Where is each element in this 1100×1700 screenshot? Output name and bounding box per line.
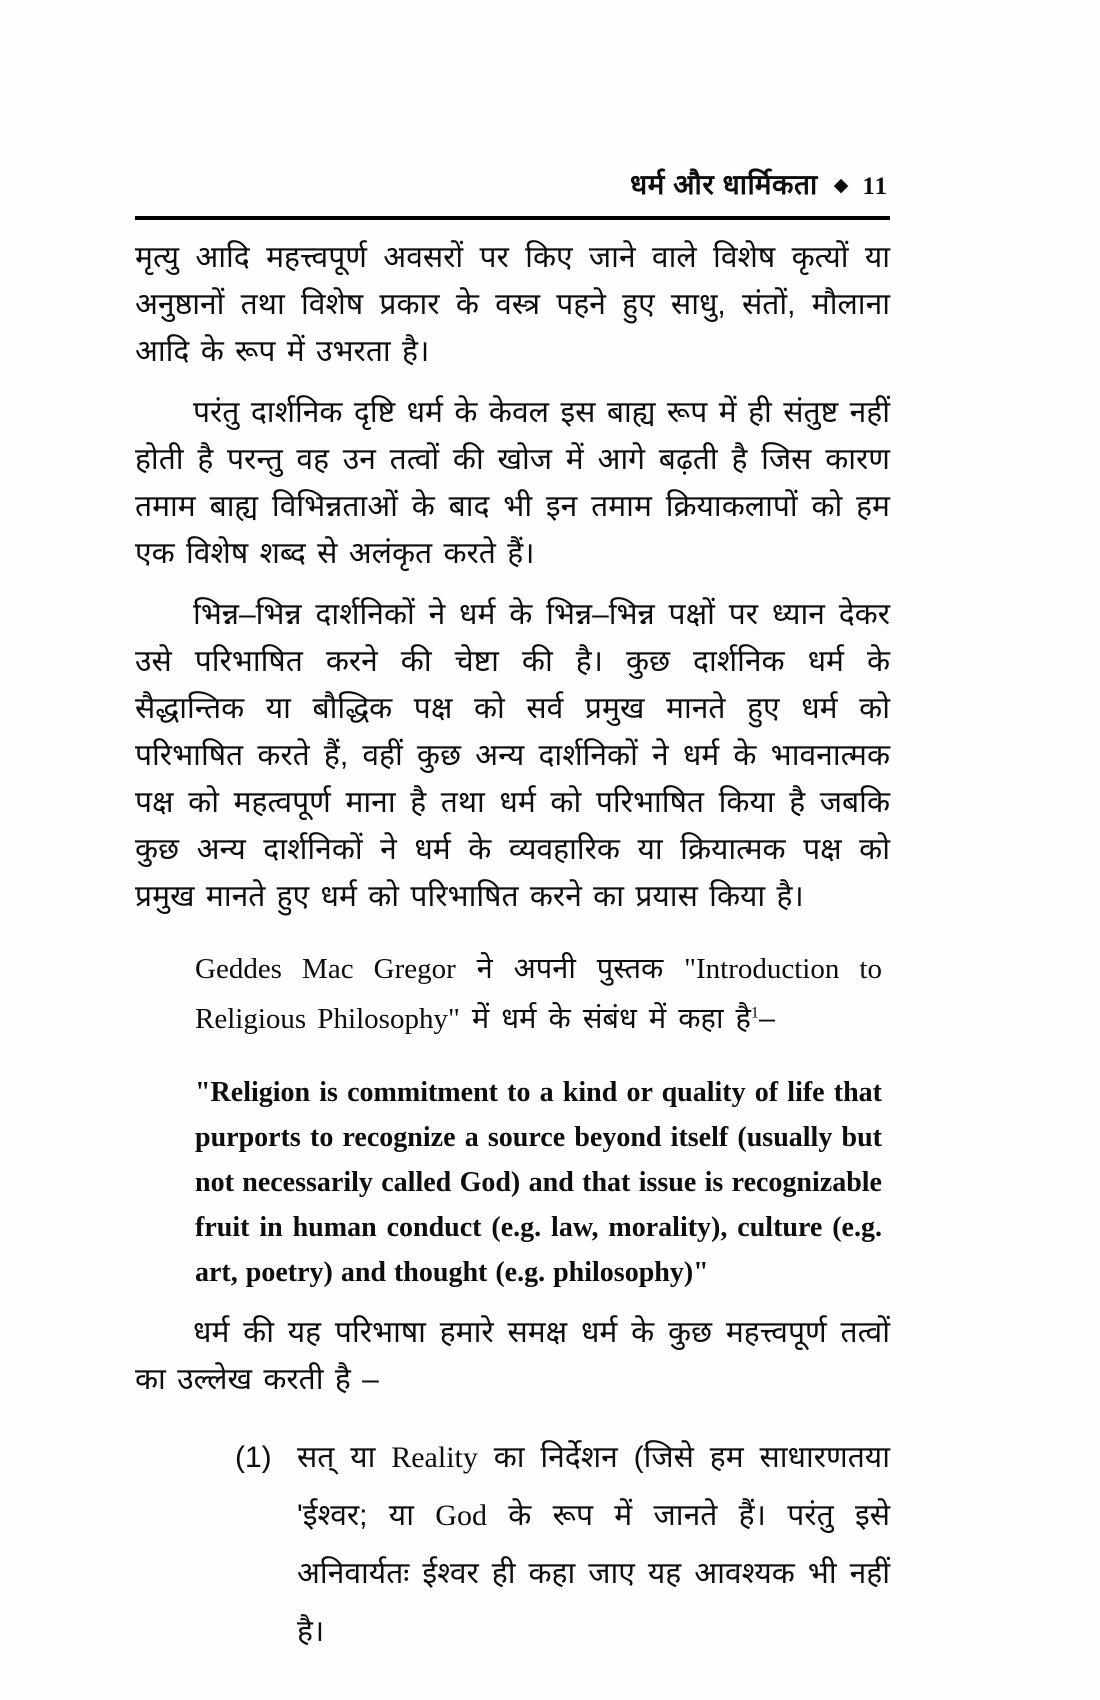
list-latin-word: Reality: [391, 1441, 478, 1474]
diamond-icon: ◆: [833, 174, 849, 196]
running-head-title: धर्म और धार्मिकता: [629, 169, 818, 200]
author-name: Geddes Mac Gregor: [195, 953, 456, 985]
intro-dash: –: [758, 1003, 776, 1035]
intro-text: में धर्म के संबंध में कहा है: [459, 1003, 751, 1035]
header-rule: [135, 216, 890, 220]
footnote-marker: 1: [750, 1004, 759, 1022]
page-number: 11: [862, 173, 888, 200]
paragraph-2: परंतु दार्शनिक दृष्टि धर्म के केवल इस बाह्य रूप में ही संतुष्ट नहीं होती है परन्तु वह उन तत्वों की खोज में आगे बढ़ती है जिस कारण तमाम बाह्य विभिन्नताओं के बाद भी इन तमाम क्रियाकलापों को हम एक विशेष शब्द से अलंकृत करते हैं।: [135, 396, 890, 570]
list-latin-word: God: [435, 1499, 487, 1532]
block-quote: "Religion is commitment to a kind or quality of life that purports to recognize a source beyond itself (usually but not necessarily called God) and that issue is recognizable fruit in human conduct (e.g. law, morality), culture (e.g. art, poetry) and thought (e.g. philosophy)": [195, 1077, 882, 1288]
book-title: "Introduction to Religious Philosophy": [195, 953, 882, 1035]
paragraph-1: मृत्यु आदि महत्त्वपूर्ण अवसरों पर किए जाने वाले विशेष कृत्यों या अनुष्ठानों तथा विशेष प्रकार के वस्त्र पहने हुए साधु, संतों, मौलाना आदि के रूप में उभरता है।: [135, 241, 890, 368]
list-item-text: [297, 1429, 890, 1661]
list-item-number: (1): [235, 1441, 272, 1474]
paragraph-4: धर्म की यह परिभाषा हमारे समक्ष धर्म के कुछ महत्त्वपूर्ण तत्वों का उल्लेख करती है –: [135, 1316, 890, 1396]
intro-text: ने अपनी पुस्तक: [455, 953, 685, 985]
list-text-segment: का निर्देशन (जिसे हम साधारणतया 'ईश्वर; या: [297, 1441, 890, 1532]
list-item: [235, 1429, 890, 1661]
quote-attribution: [195, 944, 882, 1044]
list-text-segment: के रूप में जानते हैं। परंतु इसे अनिवार्यतः ईश्वर ही कहा जाए यह आवश्यक भी नहीं है।: [297, 1499, 890, 1648]
list-text-segment: सत् या: [297, 1441, 392, 1474]
paragraph-3: भिन्न–भिन्न दार्शनिकों ने धर्म के भिन्न–भिन्न पक्षों पर ध्यान देकर उसे परिभाषित करने की चेष्टा की है। कुछ दार्शनिक धर्म के सैद्धान्तिक या बौद्धिक पक्ष को सर्व प्रमुख मानते हुए धर्म को परिभाषित करते हैं, वहीं कुछ अन्य दार्शनिकों ने धर्म के भावनात्मक पक्ष को महत्वपूर्ण माना है तथा धर्म को परिभाषित किया है जबकि कुछ अन्य दार्शनिकों ने धर्म के व्यवहारिक या क्रियात्मक पक्ष को प्रमुख मानते हुए धर्म को परिभाषित करने का प्रयास किया है।: [135, 598, 890, 913]
page-header: [135, 168, 890, 202]
